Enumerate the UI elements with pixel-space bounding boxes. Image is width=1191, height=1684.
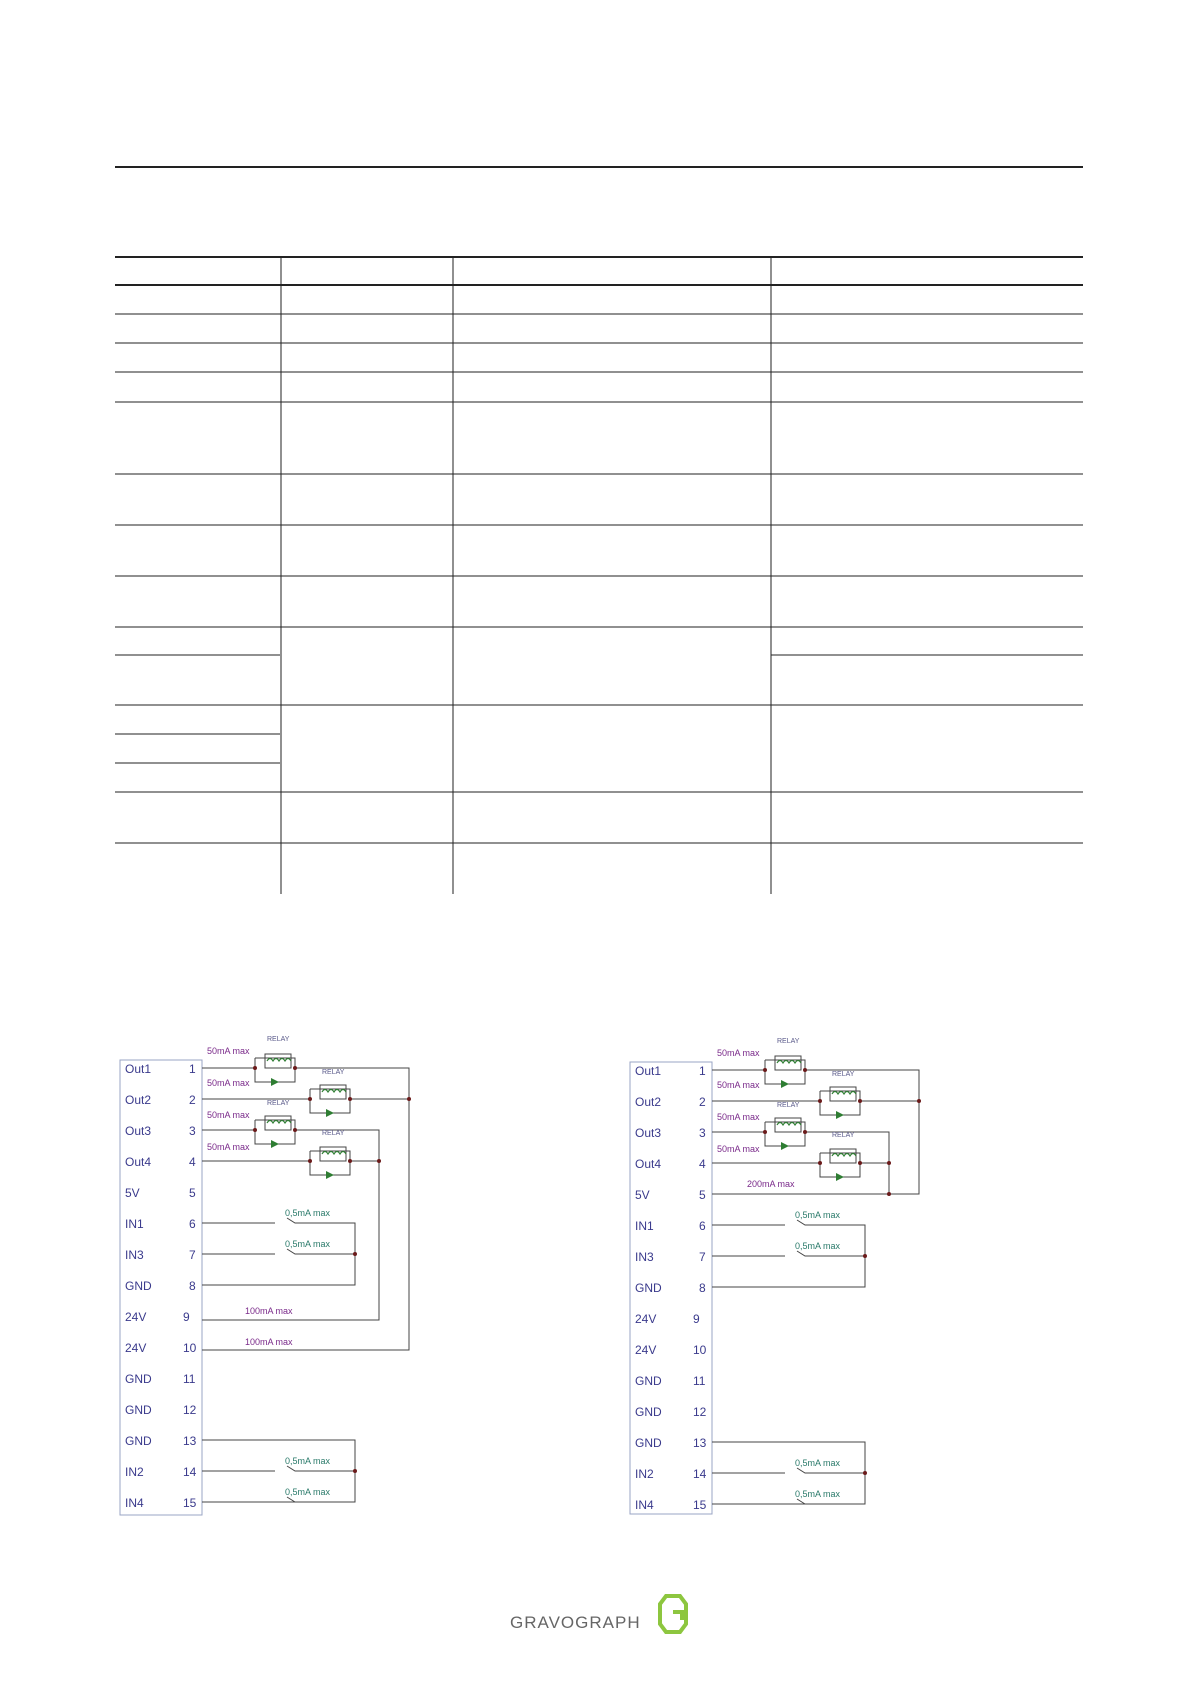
pin-number: 14 <box>693 1467 707 1481</box>
pin-label: Out1 <box>125 1062 152 1076</box>
switch-current-label: 0,5mA max <box>795 1241 841 1251</box>
pin-label: GND <box>125 1372 152 1386</box>
current-limit-label: 50mA max <box>207 1046 250 1056</box>
pin-label: Out4 <box>635 1157 662 1171</box>
input-switches <box>712 1210 867 1504</box>
pin-label: GND <box>635 1405 662 1419</box>
pin-label: Out3 <box>635 1126 662 1140</box>
pin-label: 24V <box>635 1343 657 1357</box>
pin-label: GND <box>635 1281 662 1295</box>
relay-label: RELAY <box>777 1102 800 1109</box>
relay-label: RELAY <box>267 1100 290 1107</box>
pin-label: Out4 <box>125 1155 152 1169</box>
pin-label: IN1 <box>125 1217 144 1231</box>
pin-label: Out1 <box>635 1064 662 1078</box>
pin-number: 4 <box>189 1155 196 1169</box>
relay-label: RELAY <box>832 1071 855 1078</box>
pin-number: 10 <box>693 1343 707 1357</box>
pin-label: IN2 <box>635 1467 654 1481</box>
current-limit-label: 50mA max <box>717 1048 760 1058</box>
relay-circuits <box>712 1038 921 1196</box>
pin-number: 13 <box>693 1436 707 1450</box>
current-limit-label: 50mA max <box>207 1142 250 1152</box>
switch-current-label: 0,5mA max <box>795 1458 841 1468</box>
pin-number: 3 <box>699 1126 706 1140</box>
pin-number: 10 <box>183 1341 197 1355</box>
pin-label: GND <box>635 1374 662 1388</box>
pin-number: 12 <box>183 1403 197 1417</box>
pin-label: IN4 <box>635 1498 654 1512</box>
pin-number: 11 <box>183 1372 196 1386</box>
pin-number: 15 <box>693 1498 707 1512</box>
pin-number: 14 <box>183 1465 197 1479</box>
relay-label: RELAY <box>777 1038 800 1045</box>
pin-label: IN4 <box>125 1496 144 1510</box>
pin-label: GND <box>125 1434 152 1448</box>
pin-number: 2 <box>699 1095 706 1109</box>
pin-number: 12 <box>693 1405 707 1419</box>
pin-label: 24V <box>125 1310 147 1324</box>
pin-number: 1 <box>189 1062 196 1076</box>
current-limit-label: 50mA max <box>717 1144 760 1154</box>
pin-number: 6 <box>699 1219 706 1233</box>
pin-label: Out2 <box>125 1093 152 1107</box>
pin-number: 1 <box>699 1064 706 1078</box>
pin-number: 8 <box>189 1279 196 1293</box>
brand-name: GRAVOGRAPH <box>510 1613 641 1632</box>
pin-label: GND <box>635 1436 662 1450</box>
pin-number: 4 <box>699 1157 706 1171</box>
pin-label: 24V <box>635 1312 657 1326</box>
pin-number: 7 <box>189 1248 196 1262</box>
current-limit-label: 50mA max <box>717 1112 760 1122</box>
current-limit-label: 50mA max <box>207 1110 250 1120</box>
wiring-diagram-right <box>625 1032 945 1518</box>
switch-current-label: 0,5mA max <box>285 1239 331 1249</box>
pin-number: 6 <box>189 1217 196 1231</box>
pin-label: 5V <box>635 1188 650 1202</box>
brand-mark-icon <box>660 1596 686 1632</box>
current-limit-label: 50mA max <box>717 1080 760 1090</box>
input-switches <box>202 1208 357 1502</box>
switch-current-label: 0,5mA max <box>795 1210 841 1220</box>
pin-label: IN3 <box>125 1248 144 1262</box>
pin-number: 9 <box>693 1312 700 1326</box>
pin-number: 11 <box>693 1374 706 1388</box>
supply-current-label: 200mA max <box>747 1179 795 1189</box>
supply-current-label: 100mA max <box>245 1306 293 1316</box>
relay-label: RELAY <box>322 1130 345 1137</box>
switch-current-label: 0,5mA max <box>285 1456 331 1466</box>
pin-label: 5V <box>125 1186 140 1200</box>
pin-label: GND <box>125 1279 152 1293</box>
relay-circuits <box>202 1036 411 1350</box>
pin-label: 24V <box>125 1341 147 1355</box>
pin-number: 13 <box>183 1434 197 1448</box>
pin-number: 2 <box>189 1093 196 1107</box>
pin-number: 8 <box>699 1281 706 1295</box>
switch-current-label: 0,5mA max <box>795 1489 841 1499</box>
relay-label: RELAY <box>832 1132 855 1139</box>
pin-label: IN3 <box>635 1250 654 1264</box>
switch-current-label: 0,5mA max <box>285 1208 331 1218</box>
pin-number: 7 <box>699 1250 706 1264</box>
pin-label: IN1 <box>635 1219 654 1233</box>
wiring-diagram-left <box>115 1030 435 1518</box>
pin-label: Out2 <box>635 1095 662 1109</box>
current-limit-label: 50mA max <box>207 1078 250 1088</box>
pin-number: 9 <box>183 1310 190 1324</box>
switch-current-label: 0,5mA max <box>285 1487 331 1497</box>
pin-label: GND <box>125 1403 152 1417</box>
relay-label: RELAY <box>267 1036 290 1043</box>
supply-current-label: 100mA max <box>245 1337 293 1347</box>
pin-number: 3 <box>189 1124 196 1138</box>
pin-label: IN2 <box>125 1465 144 1479</box>
relay-label: RELAY <box>322 1069 345 1076</box>
pin-label: Out3 <box>125 1124 152 1138</box>
pin-number: 5 <box>699 1188 706 1202</box>
pin-number: 15 <box>183 1496 197 1510</box>
pin-number: 5 <box>189 1186 196 1200</box>
